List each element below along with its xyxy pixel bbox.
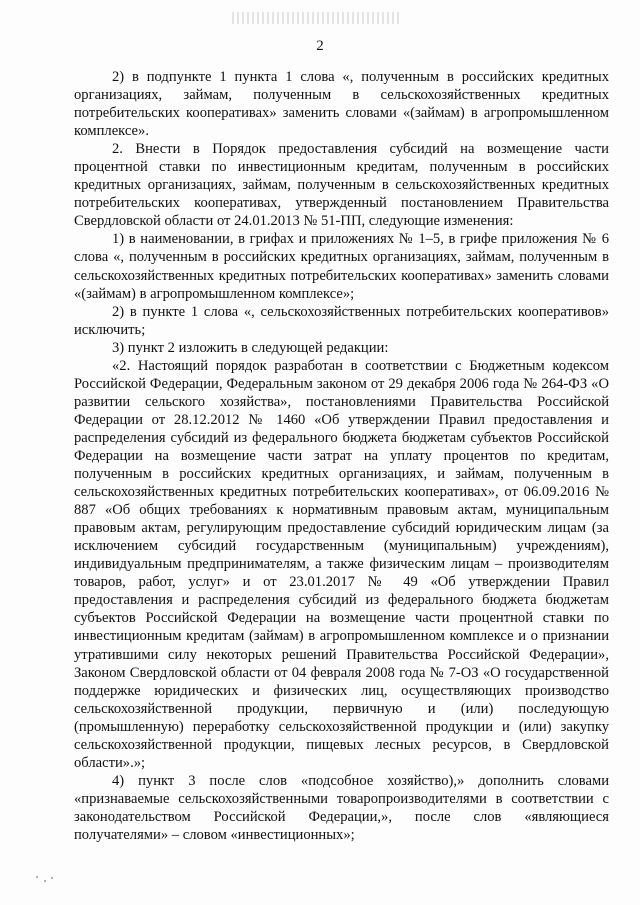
paragraph-change-3-new-wording: 3) пункт 2 изложить в следующей редакции: (112, 339, 389, 356)
paragraph-change-1-titles: 1) в наименовании, в грифах и приложениях № 1–5, в грифе приложения № 6 слова «, полученным в российских кредитных организациях, займам, полученным в сельскохозяйственных кредитных потребительских кооперативах» заменить словами «(займам) в агропромышленном комплексе»; (74, 231, 609, 302)
scan-dot (44, 880, 46, 882)
scan-artifact (232, 12, 402, 24)
paragraph-item-2-amend-procedure: 2. Внести в Порядок предоставления субсидий на возмещение части процентной ставки по инвестиционным кредитам, полученным в российских кредитных организациях, займам, полученным в сельскохозяйственных кредитных потребительских кооперативах, утвержденный постановлением Правительства Свердловской области от 24.01.2013 № 51-ПП, следующие изменения: (74, 141, 609, 230)
page-number: 2 (316, 38, 324, 54)
paragraph-new-item-2-legal-basis: «2. Настоящий порядок разработан в соответствии с Бюджетным кодексом Российской Федерации, Федеральным законом от 29 декабря 2006 года № 264-ФЗ «О развитии сельского хозяйства», постановлениями Правительства Российской Федерации от 28.12.2012 № 1460 «Об утверждении Правил предоставления и распределения субсидий из федерального бюджета бюджетам субъектов Российской Федерации на возмещение части затрат на уплату процентов по кредитам, полученным в российских кредитных организациях, и займам, полученным в сельскохозяйственных кредитных потребительских кооперативах», от 06.09.2016 № 887 «Об общих требованиях к нормативным правовым актам, муниципальным правовым актам, регулирующим предоставление субсидий юридическим лицам (за исключением субсидий государственным (муниципальным) учреждениям), индивидуальным предпринимателям, а также физическим лицам – производителям товаров, работ, услуг» и от 23.01.2017 № 49 «Об утверждении Правил предоставления и распределения субсидий из федерального бюджета бюджетам субъектов Российской Федерации на возмещение части процентной ставки по инвестиционным кредитам (займам) в агропромышленном комплексе и о признании утратившими силу некоторых решений Правительства Российской Федерации», Законом Свердловской области от 04 февраля 2008 года № 7-ОЗ «О государственной поддержке юридических и физических лиц, осуществляющих производство сельскохозяйственной продукции, первичную и (или) последующую (промышленную) переработку сельскохозяйственной продукции и (или) закупку сельскохозяйственной продукции, пищевых лесных ресурсов, в Свердловской области».»; (74, 357, 609, 771)
scan-dot (36, 876, 38, 878)
scan-dot (51, 877, 53, 879)
document-body (74, 68, 609, 844)
paragraph-change-4-item-3: 4) пункт 3 после слов «подсобное хозяйство),» дополнить словами «признаваемые сельскохозяйственными товаропроизводителями в соответствии с законодательством Российской Федерации,», после слов «являющиеся получателями» – словом «инвестиционных»; (74, 772, 609, 843)
paragraph-change-2-cooperatives: 2) в пункте 1 слова «, сельскохозяйственных потребительских кооперативов» исключить; (74, 303, 609, 338)
paragraph-subitem-2-loan-wording: 2) в подпункте 1 пункта 1 слова «, полученным в российских кредитных организациях, займам, полученным в сельскохозяйственных кредитных потребительских кооперативах» заменить словами «(займам) в агропромышленном комплексе». (74, 69, 609, 140)
